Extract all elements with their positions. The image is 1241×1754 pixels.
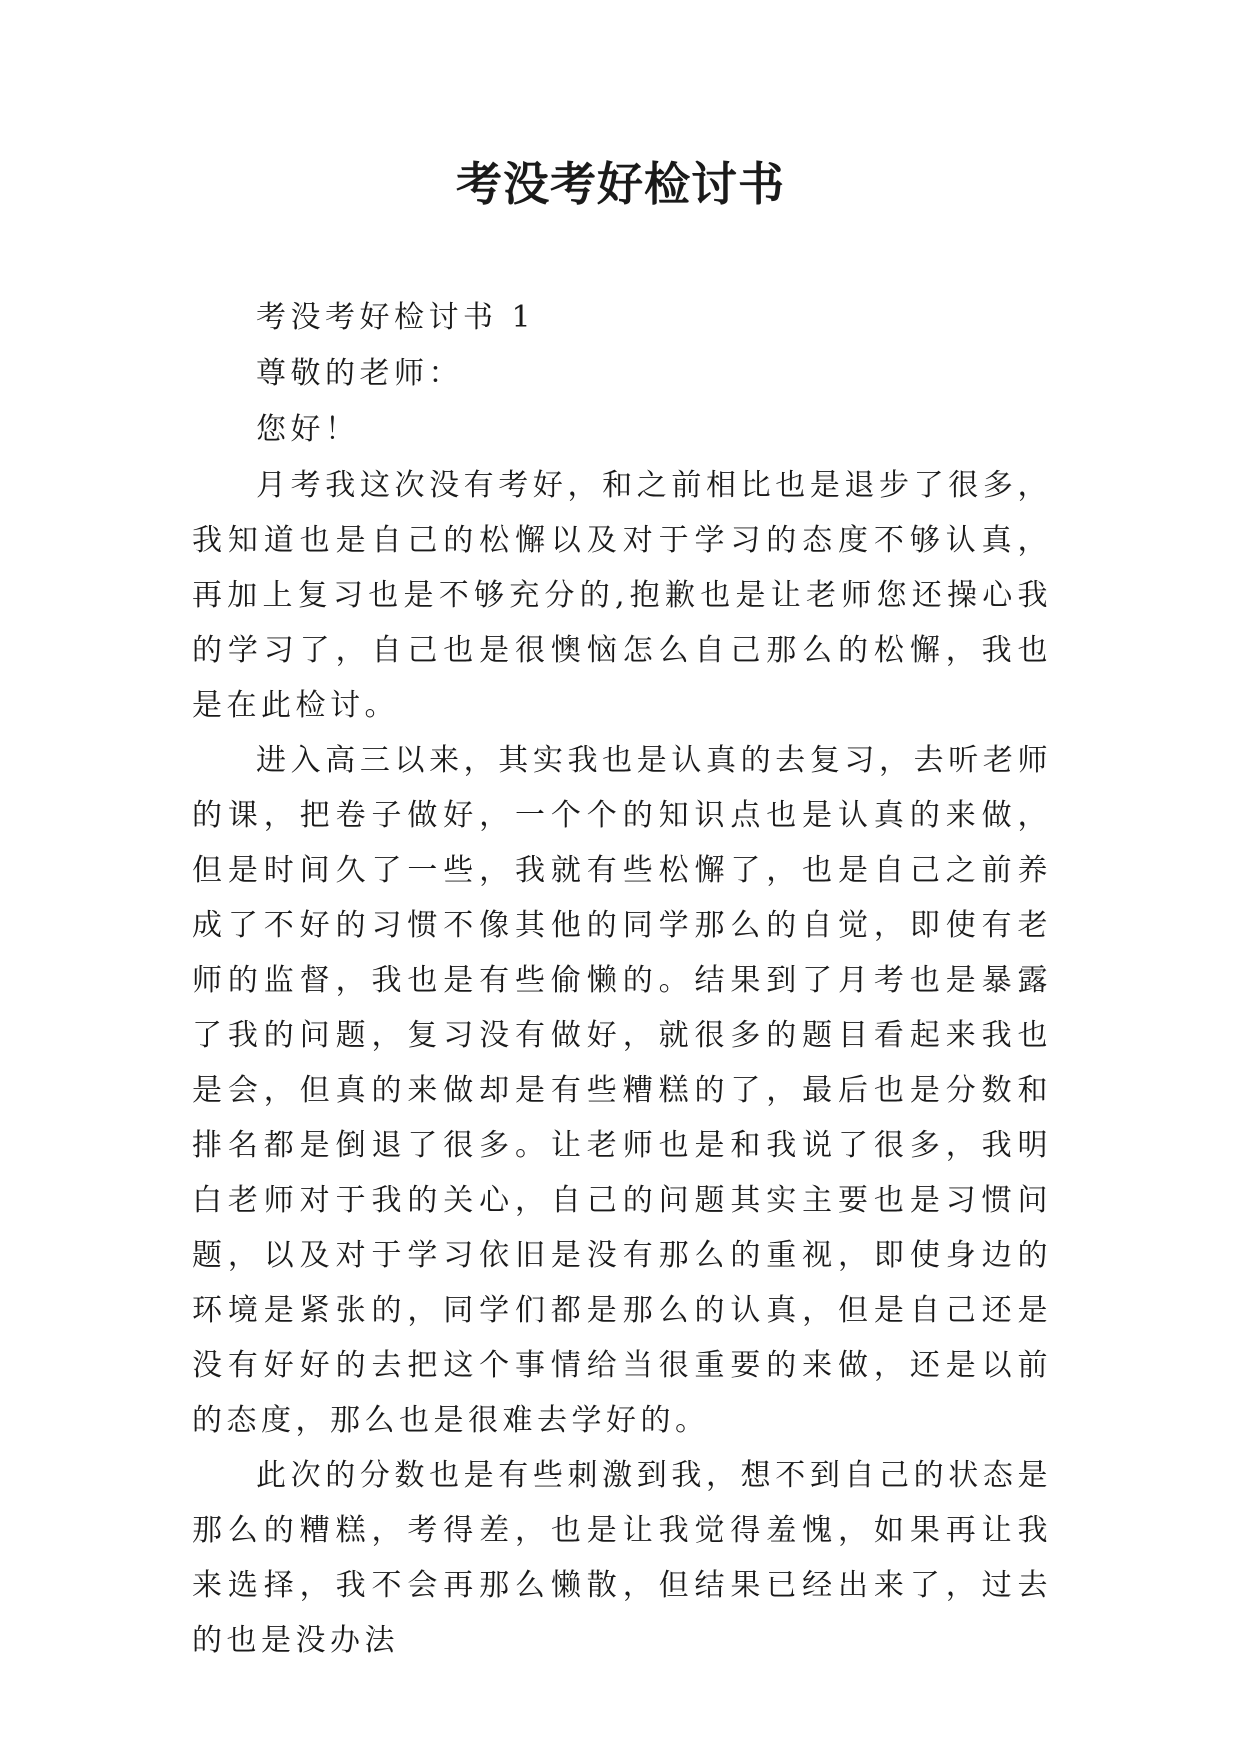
document-title: 考没考好检讨书 [456, 157, 785, 211]
paragraph-1: 月考我这次没有考好，和之前相比也是退步了很多，我知道也是自己的松懈以及对于学习的态度不够认真，再加上复习也是不够充分的,抱歉也是让老师您还操心我的学习了，自己也是很懊恼怎么自己那么的松懈，我也是在此检讨。 [192, 468, 1052, 723]
document-body [192, 290, 1052, 1668]
paragraph-2: 进入高三以来，其实我也是认真的去复习，去听老师的课，把卷子做好，一个个的知识点也是认真的来做，但是时间久了一些，我就有些松懈了，也是自己之前养成了不好的习惯不像其他的同学那么的自觉，即使有老师的监督，我也是有些偷懒的。结果到了月考也是暴露了我的问题，复习没有做好，就很多的题目看起来我也是会，但真的来做却是有些糟糕的了，最后也是分数和排名都是倒退了很多。让老师也是和我说了很多，我明白老师对于我的关心，自己的问题其实主要也是习惯问题，以及对于学习依旧是没有那么的重视，即使身边的环境是紧张的，同学们都是那么的认真，但是自己还是没有好好的去把这个事情给当很重要的来做，还是以前的态度，那么也是很难去学好的。 [192, 743, 1052, 1438]
greeting: 您好！ [256, 412, 360, 447]
section-heading: 考没考好检讨书 1 [256, 300, 536, 335]
paragraph-3: 此次的分数也是有些刺激到我，想不到自己的状态是那么的糟糕，考得差，也是让我觉得羞愧，如果再让我来选择，我不会再那么懒散，但结果已经出来了，过去的也是没办法 [192, 1458, 1052, 1658]
salutation: 尊敬的老师： [256, 356, 463, 391]
